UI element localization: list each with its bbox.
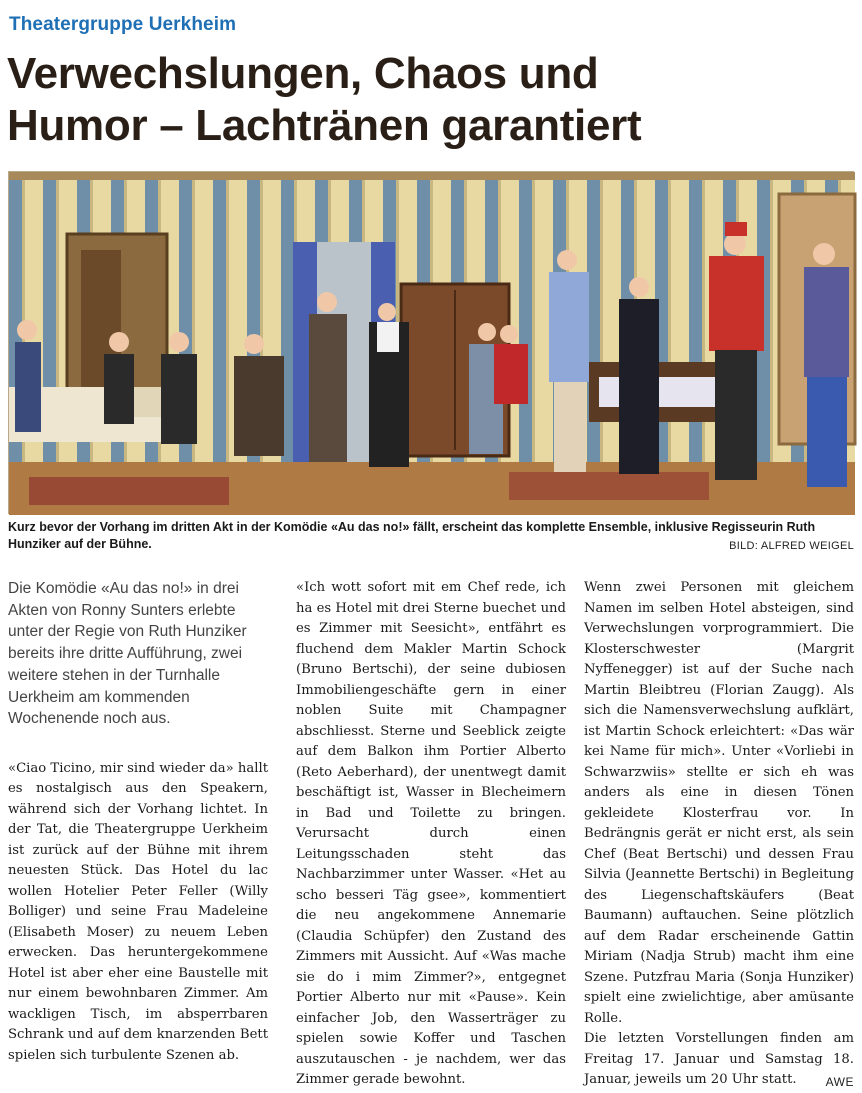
headline-line-1: Verwechslungen, Chaos und (7, 49, 599, 98)
stage-photo-illustration (9, 172, 855, 515)
article-paragraph: «Ciao Ticino, mir sind wieder da» hallt es nostalgisch aus den Speakern, während sich der Vorhang lichtet. In der Tat, die Theatergruppe Uerkheim ist zurück auf der Bühne mit ihrem neuesten Stück. Das Hotel du lac wollen Hotelier Peter Feller (Willy Bolliger) und seine Frau Madeleine (Elisabeth Moser) zu neuem Leben erwecken. Das heruntergekommene Hotel ist aber eher eine Baustelle mit nur einem bewohnbaren Zimmer. Am wackligen Tisch, im absperrbaren Schrank und auf dem knarzenden Bett spielen sich turbulente Szenen ab. (8, 760, 268, 1063)
section-kicker: Theatergruppe Uerkheim (9, 14, 237, 35)
article-paragraph-dates (584, 1029, 854, 1091)
article-paragraph: Wenn zwei Personen mit gleichem Namen im selben Hotel absteigen, sind Verwechslungen vorprogrammiert. Die Klosterschwester (Margrit Nyffenegger) ist auf der Suche nach Martin Bleibtreu (Florian Zaugg). Als sich die Namensverwechslung aufklärt, ist Martin Schock erleichtert: «Das wär kei Name für mich». Unter «Vorliebi in Schwarzwiis» stellte er sich eh was anders als eine in diesen Tönen gekleidete Klosterfrau vor. In Bedrängnis gerät er nicht erst, als sein Chef (Beat Bertschi) und dessen Frau Silvia (Jeannette Bertschi) in Begleitung des Liegenschaftskäufers (Beat Baumann) auftauchen. Seine plötzlich auf dem Radar erscheinende Gattin Miriam (Nadja Strub) macht ihm eine Szene. Putzfrau Maria (Sonja Hunziker) spielt eine zwielichtige, aber amüsante Rolle. (584, 580, 854, 1026)
article-column-3 (584, 578, 854, 1093)
article-lead: Die Komödie «Au das no!» in drei Akten von Ronny Sunters erlebte unter der Regie von Ruth Hunziker bereits ihre dritte Aufführung, zwei weitere stehen in der Turnhalle Uerkheim am kommenden Wochenende noch aus. (8, 580, 247, 728)
article-column-2 (296, 578, 566, 1091)
author-signature: AWE (825, 1075, 854, 1089)
photo-caption: Kurz bevor der Vorhang im dritten Akt in der Komödie «Au das no!» fällt, erscheint das komplette Ensemble, inklusive Regisseurin Ruth Hunziker auf der Bühne. (8, 520, 816, 551)
stage-photo (8, 171, 854, 514)
headline-line-2: Humor – Lachtränen garantiert (7, 101, 642, 150)
article-paragraph: «Ich wott sofort mit em Chef rede, ich ha es Hotel mit drei Sterne buechet und es Zimmer mit Seesicht», entfährt es fluchend dem Makler Martin Schock (Bruno Bertschi), der seine dubiosen Immobiliengeschäfte gern in einer noblen Suite mit Champagner abschliesst. Sterne und Seeblick zeigte auf dem Balkon ihm Portier Alberto (Reto Aeberhard), der unentwegt damit beschäftigt ist, Wasser in Blecheimern in Bad und Toilette zu bringen. Verursacht durch einen Leitungsschaden steht das Nachbarzimmer unter Wasser. «Het au scho besseri Täg gsee», kommentiert die neu angekommene Annemarie (Claudia Schüpfer) den Zustand des Zimmers mit Aussicht. Auf «Was mache sie do i mim Zimmer?», entgegnet Portier Alberto nur mit «Pause». Kein einfacher Job, den Wasserträger zu spielen sowie Koffer und Taschen auszutauschen - je nachdem, wer das Zimmer gerade bewohnt. (296, 580, 566, 1087)
headline (7, 48, 857, 152)
article-column-1 (8, 578, 268, 1066)
photo-credit: BILD: ALFRED WEIGEL (729, 540, 854, 552)
dates-text: Die letzten Vorstellungen finden am Freitag 17. Januar und Samstag 18. Januar, jeweils um 20 Uhr statt. (584, 1031, 854, 1087)
